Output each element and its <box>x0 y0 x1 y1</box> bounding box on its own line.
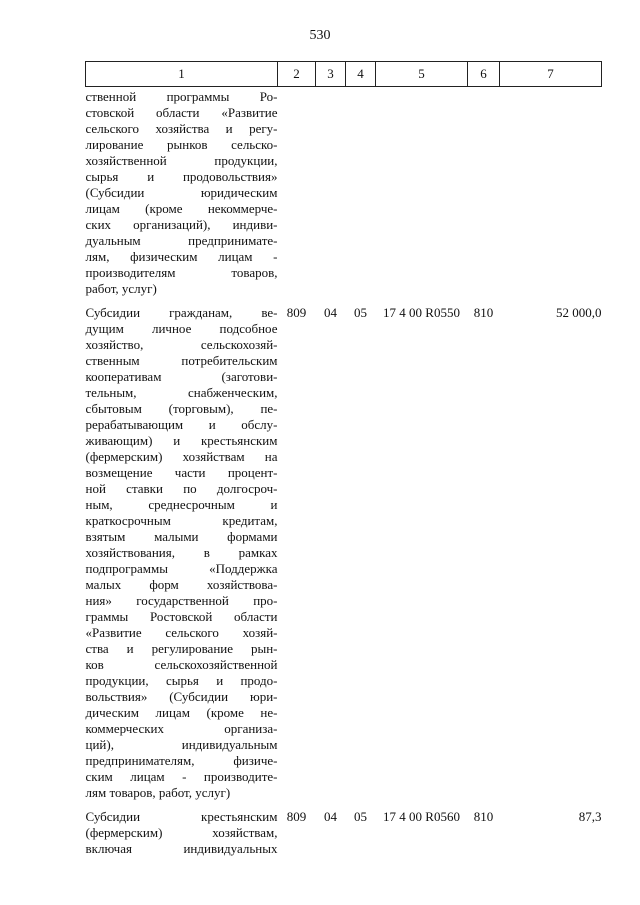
description-line: хозяйство, сельскохозяй- <box>85 337 278 352</box>
expense-type-code <box>468 87 500 304</box>
expense-type-code: 810 <box>473 305 494 320</box>
subsection-code: 05 <box>354 809 367 824</box>
description-line: коммерческих организа- <box>85 721 278 736</box>
description-line: работ, услуг) <box>85 281 157 296</box>
row-description <box>86 303 278 807</box>
description-line: дущим личное подсобное <box>85 321 278 336</box>
gr-code <box>278 87 316 304</box>
description-line: ций), индивидуальным <box>85 737 278 752</box>
amount <box>500 87 602 304</box>
description-line: ков сельскохозяйственной <box>85 657 278 672</box>
section-code <box>316 87 346 304</box>
description-line: дическим лицам (кроме не- <box>85 705 278 720</box>
subsection-code: 05 <box>354 305 367 320</box>
description-line: граммы Ростовской области <box>85 609 278 624</box>
amount: 52 000,0 <box>556 305 602 320</box>
target-article-code: 17 4 00 R0550 <box>383 305 460 320</box>
description-line: хозяйственной продукции, <box>85 153 278 168</box>
section-code: 04 <box>324 809 337 824</box>
description-line: предпринимателям, физиче- <box>85 753 278 768</box>
description-line: ной ставки по долгосроч- <box>85 481 278 496</box>
budget-table <box>85 61 602 863</box>
description-line: лицам (кроме некоммерче- <box>85 201 278 216</box>
description-line: сбытовым (торговым), пе- <box>85 401 278 416</box>
description-line: кооперативам (заготови- <box>85 369 278 384</box>
description-line: краткосрочным кредитам, <box>85 513 278 528</box>
row-description <box>86 87 278 304</box>
gr-code: 809 <box>286 305 307 320</box>
description-line: продукции, сырья и продо- <box>85 673 278 688</box>
header-col-1: 1 <box>86 62 278 87</box>
description-line: дуальным предпринимате- <box>85 233 278 248</box>
description-line: сельского хозяйства и регу- <box>85 121 278 136</box>
description-line: ства и регулирование рын- <box>85 641 278 656</box>
description-line: ским лицам - производите- <box>85 769 278 784</box>
expense-type-code: 810 <box>473 809 494 824</box>
subsection-code <box>346 87 376 304</box>
table-row <box>86 807 602 863</box>
description-line: (фермерским) хозяйствам на <box>85 449 278 464</box>
description-line: возмещение части процент- <box>85 465 278 480</box>
header-col-7: 7 <box>500 62 602 87</box>
header-row <box>86 62 602 87</box>
table-row <box>86 87 602 304</box>
description-line: малых форм хозяйствова- <box>85 577 278 592</box>
description-line: Субсидии крестьянским <box>85 809 278 824</box>
description-line: (фермерским) хозяйствам, <box>85 825 278 840</box>
description-line: стовской области «Развитие <box>85 105 278 120</box>
description-line: ских организаций), индиви- <box>85 217 278 232</box>
description-line: ственной программы Ро- <box>85 89 278 104</box>
table-row <box>86 303 602 807</box>
section-code: 04 <box>324 305 337 320</box>
target-article-code: 17 4 00 R0560 <box>383 809 460 824</box>
header-col-4: 4 <box>346 62 376 87</box>
amount: 87,3 <box>578 809 602 824</box>
row-description <box>86 807 278 863</box>
description-line: лям, физическим лицам - <box>85 249 278 264</box>
description-line: рерабатывающим и обслу- <box>85 417 278 432</box>
header-col-5: 5 <box>376 62 468 87</box>
header-col-6: 6 <box>468 62 500 87</box>
description-line: хозяйствования, в рамках <box>85 545 278 560</box>
description-line: производителям товаров, <box>85 265 278 280</box>
description-line: ния» государственной про- <box>85 593 278 608</box>
target-article-code <box>376 87 468 304</box>
description-line: тельным, снабженческим, <box>85 385 278 400</box>
description-line: взятым малыми формами <box>85 529 278 544</box>
header-col-2: 2 <box>278 62 316 87</box>
page-number: 530 <box>309 28 331 43</box>
description-line: «Развитие сельского хозяй- <box>85 625 278 640</box>
description-line: подпрограммы «Поддержка <box>85 561 278 576</box>
description-line: ным, среднесрочным и <box>85 497 278 512</box>
description-line: лирование рынков сельско- <box>85 137 278 152</box>
gr-code: 809 <box>286 809 307 824</box>
description-line: вольствия» (Субсидии юри- <box>85 689 278 704</box>
description-line: Субсидии гражданам, ве- <box>85 305 278 320</box>
description-line: лям товаров, работ, услуг) <box>85 785 231 800</box>
description-line: ственным потребительским <box>85 353 278 368</box>
description-line: живающим) и крестьянским <box>85 433 278 448</box>
header-col-3: 3 <box>316 62 346 87</box>
description-line: (Субсидии юридическим <box>85 185 278 200</box>
description-line: включая индивидуальных <box>85 841 278 856</box>
description-line: сырья и продовольствия» <box>85 169 278 184</box>
